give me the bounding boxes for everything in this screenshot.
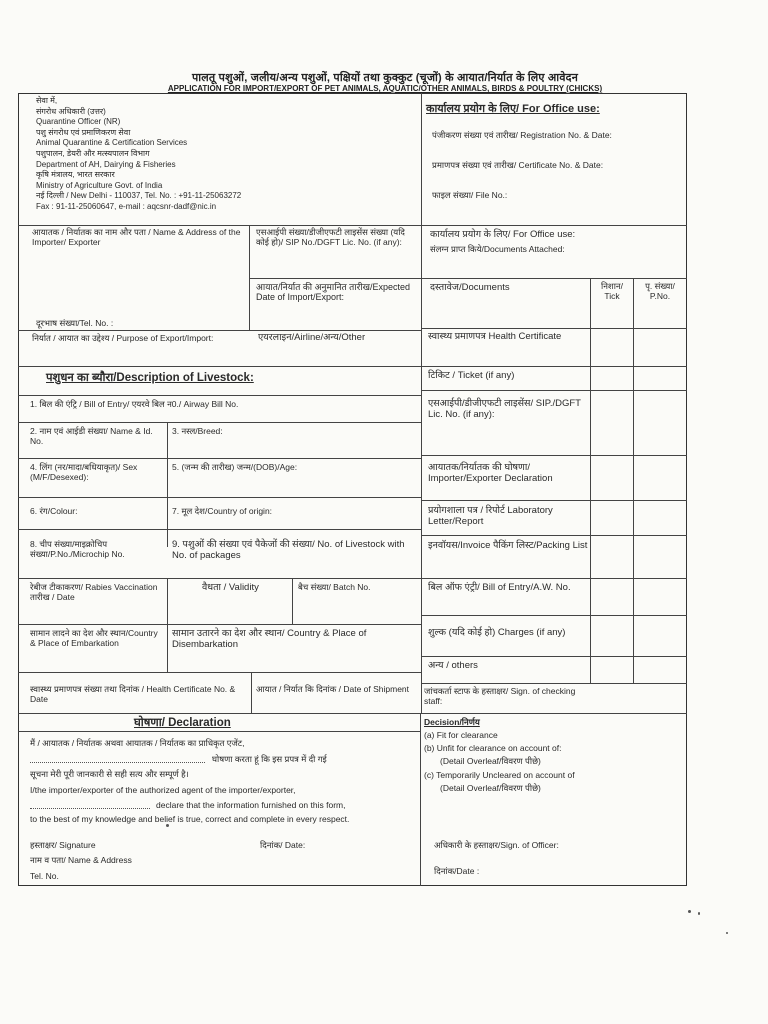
pno-col-header: पृ. संख्या/ P.No.: [645, 281, 675, 301]
country-origin-field[interactable]: 7. मूल देश/Country of origin:: [172, 506, 273, 516]
importer-tel-field[interactable]: दूरभाष संख्या/Tel. No. :: [36, 318, 114, 328]
rule: [421, 500, 687, 501]
addressee-line: Fax : 91-11-25060647, e-mail : aqcsnr-dadf@nic.in: [36, 201, 217, 211]
scan-speck: [688, 910, 691, 913]
scan-speck: [698, 912, 700, 915]
sex-field[interactable]: 4. लिंग (नर/मादा/बधियाकृत)/ Sex (M/F/Desexed):: [30, 462, 138, 482]
sip-number-field[interactable]: एसआईपी संख्या/डीजीएफटी लाइसेंस संख्या (यदि कोई हो)/ SIP No./DGFT Lic. No. (if any):: [256, 227, 405, 247]
validity-field[interactable]: वैधता / Validity: [202, 582, 259, 593]
rule: [421, 535, 687, 536]
decision-uncleared-detail: (Detail Overleaf/विवरण पीछे): [440, 783, 541, 793]
doc-bill-of-entry: बिल ऑफ एंट्री/ Bill of Entry/A.W. No.: [428, 582, 571, 593]
documents-attached-label: संलग्न प्राप्त किये/Documents Attached:: [430, 244, 565, 254]
rule: [18, 713, 687, 714]
tick-col-header: निशान/ Tick: [601, 281, 623, 301]
dob-age-field[interactable]: 5. (जन्म की तारीख) जन्म/(DOB)/Age:: [172, 462, 298, 472]
main-column-divider: [421, 93, 422, 713]
rule: [421, 656, 687, 657]
addressee-line: Department of AH, Dairying & Fisheries: [36, 159, 176, 169]
doc-ticket: टिकिट / Ticket (if any): [428, 370, 515, 381]
office-use-heading: कार्यालय प्रयोग के लिए/ For Office use:: [426, 103, 600, 115]
name-id-field[interactable]: 2. नाम एवं आईडी संख्या/ Name & Id. No.: [30, 426, 153, 446]
declaration-date-field[interactable]: दिनांक/ Date:: [260, 840, 306, 850]
declaration-english-2: declare that the information furnished on this form,: [156, 800, 346, 810]
rule: [421, 225, 687, 226]
declaration-english-3: to the best of my knowledge and belief is true, correct and complete in every respect.: [30, 814, 350, 824]
declaration-line-2: घोषणा करता हूं कि इस प्रपत्र में दी गई: [212, 754, 327, 764]
airline-field[interactable]: एयरलाइन/Airline/अन्य/Other: [258, 332, 366, 343]
rule: [18, 225, 421, 226]
documents-col-header: दस्तावेज/Documents: [430, 282, 510, 293]
rule: [18, 672, 421, 673]
rule: [421, 390, 687, 391]
rule: [421, 578, 687, 579]
rule: [421, 278, 687, 279]
addressee-line: Quarantine Officer (NR): [36, 117, 121, 127]
signature-field[interactable]: हस्ताक्षर/ Signature: [30, 840, 96, 850]
rabies-vaccination-field[interactable]: रेबीज टीकाकरण/ Rabies Vaccination तारीख / Date: [30, 582, 158, 602]
doc-health-certificate: स्वास्थ्य प्रमाणपत्र Health Certificate: [428, 331, 562, 342]
livestock-heading: पशुधन का ब्यौरा/Description of Livestock:: [46, 372, 254, 384]
addressee-line: Ministry of Agriculture Govt. of India: [36, 180, 163, 190]
form-title-hindi: पालतू पशुओं, जलीय/अन्य पशुओं, पक्षियों तथा कुक्कुट (चूजों) के आयात/निर्यात के लिए आवेदन: [191, 72, 579, 84]
rule: [18, 529, 421, 530]
declaration-blank-2[interactable]: [30, 808, 150, 809]
health-shipment-divider: [251, 672, 252, 713]
registration-field[interactable]: पंजीकरण संख्या एवं तारीख/ Registration No. & Date:: [432, 130, 612, 140]
declaration-line-1: मैं / आयातक / निर्यातक अथवा आयातक / निर्यातक का प्राधिकृत एजेंट,: [30, 738, 245, 748]
rule: [18, 731, 420, 732]
colour-field[interactable]: 6. रंग/Colour:: [30, 506, 78, 516]
addressee-line: पशु संगरोध एवं प्रमाणिकरण सेवा: [36, 127, 131, 137]
decision-temporarily-uncleared[interactable]: (c) Temporarily Uncleared on account of: [424, 770, 575, 780]
livestock-packages-field[interactable]: 9. पशुओं की संख्या एवं पैकेजों की संख्या/ No. of Livestock with No. of packages: [172, 539, 405, 561]
validity-batch-divider: [292, 578, 293, 624]
certificate-field[interactable]: प्रमाणपत्र संख्या एवं तारीख/ Certificate No. & Date:: [432, 160, 604, 170]
decision-unfit-detail: (Detail Overleaf/विवरण पीछे): [440, 756, 541, 766]
addressee-line: नई दिल्ली / New Delhi - 110037, Tel. No. : +91-11-25063272: [36, 191, 242, 201]
addressee-block: [36, 96, 241, 213]
batch-number-field[interactable]: बैच संख्या/ Batch No.: [298, 582, 371, 592]
disembarkation-field[interactable]: सामान उतारने का देश और स्थान/ Country & Place of Disembarkation: [172, 628, 367, 650]
declaration-english-1: I/the importer/exporter of the authorized agent of the importer/exporter,: [30, 785, 296, 795]
tick-column-divider: [590, 278, 591, 683]
bill-of-entry-field[interactable]: 1. बिल की एंट्रि / Bill of Entry/ एयरवे बिल न0./ Airway Bill No.: [30, 399, 239, 409]
rule: [18, 395, 421, 396]
checking-staff-sign-field[interactable]: जांचकर्ता स्टाफ के हस्ताक्षर/ Sign. of checking staff:: [424, 686, 576, 706]
shipment-date-field[interactable]: आयात / निर्यात कि दिनांक / Date of Shipment: [256, 684, 410, 694]
rule: [421, 455, 687, 456]
pno-column-divider: [633, 278, 634, 683]
embarkation-field[interactable]: सामान लादने का देश और स्थान/Country & Place of Embarkation: [30, 628, 158, 648]
rule: [18, 330, 421, 331]
decision-unfit[interactable]: (b) Unfit for clearance on account of:: [424, 743, 562, 753]
purpose-field[interactable]: निर्यात / आयात का उद्देश्य / Purpose of Export/Import:: [32, 333, 214, 343]
addressee-line: पशुपालन, डेयरी और मत्स्यपालन विभाग: [36, 148, 150, 158]
form-title-english: APPLICATION FOR IMPORT/EXPORT OF PET ANIMALS, AQUATIC/OTHER ANIMALS, BIRDS & POULTRY (CHICKS): [167, 84, 603, 93]
rule: [18, 578, 421, 579]
rule: [421, 615, 687, 616]
doc-importer-declaration: आयातक/निर्यातक की घोषणा/ Importer/Exporter Declaration: [428, 462, 553, 484]
rule: [18, 422, 421, 423]
doc-charges: शुल्क (यदि कोई हो) Charges (if any): [428, 627, 566, 638]
name-address-field[interactable]: नाम व पता/ Name & Address: [30, 855, 132, 865]
rule: [18, 366, 421, 367]
addressee-line: सेवा में,: [36, 96, 58, 105]
rule: [421, 328, 687, 329]
doc-sip-dgft: एसआईपी/डीजीएफटी लाइसेंस/ SIP./DGFT Lic. No. (if any):: [428, 398, 581, 420]
file-number-field[interactable]: फाइल संख्या/ File No.:: [432, 190, 508, 200]
rule: [421, 366, 687, 367]
declaration-divider: [420, 713, 421, 886]
rule: [18, 458, 421, 459]
scan-speck: [726, 932, 728, 934]
microchip-field[interactable]: 8. चीप संख्या/माइक्रोचिप संख्या/P.No./Microchip No.: [30, 539, 125, 559]
declaration-heading: घोषणा/ Declaration: [134, 717, 231, 729]
doc-invoice-packing: इनवॉयस/Invoice पैकिंग लिस्ट/Packing List: [428, 540, 588, 551]
expected-date-field[interactable]: आयात/निर्यात की अनुमानित तारीख/Expected Date of Import/Export:: [256, 282, 411, 302]
officer-signature-field[interactable]: अधिकारी के हस्ताक्षर/Sign. of Officer:: [434, 840, 559, 850]
declaration-tel-field[interactable]: Tel. No.: [30, 871, 59, 881]
importer-name-address-field[interactable]: आयातक / निर्यातक का नाम और पता / Name & Address of the Importer/ Exporter: [32, 227, 241, 247]
scan-speck: [166, 824, 169, 827]
declaration-blank[interactable]: [30, 762, 205, 763]
livestock-col-divider-2: [167, 578, 168, 672]
doc-laboratory-report: प्रयोगशाला पत्र / रिपोर्ट Laboratory Letter/Report: [428, 505, 553, 527]
rule: [421, 683, 687, 684]
rule: [18, 624, 421, 625]
office-use-2-heading: कार्यालय प्रयोग के लिए/ For Office use:: [430, 229, 576, 240]
breed-field[interactable]: 3. नस्ल/Breed:: [172, 426, 223, 436]
decision-heading: Decision/निर्णय: [424, 717, 480, 727]
rule: [18, 497, 421, 498]
addressee-line: संगरोध अधिकारी (उत्तर): [36, 106, 106, 116]
declaration-line-3: सूचना मेरी पूरी जानकारी से सही सत्य और सम्पूर्ण है।: [30, 769, 189, 779]
doc-others: अन्य / others: [428, 660, 478, 671]
addressee-line: कृषि मंत्रालय, भारत सरकार: [36, 170, 115, 180]
officer-date-field[interactable]: दिनांक/Date :: [434, 866, 480, 876]
decision-fit[interactable]: (a) Fit for clearance: [424, 730, 498, 740]
health-certificate-number-field[interactable]: स्वास्थ्य प्रमाणपत्र संख्या तथा दिनांक / Health Certificate No. & Date: [30, 684, 236, 704]
rule: [249, 278, 421, 279]
addressee-line: Animal Quarantine & Certification Services: [36, 138, 188, 148]
